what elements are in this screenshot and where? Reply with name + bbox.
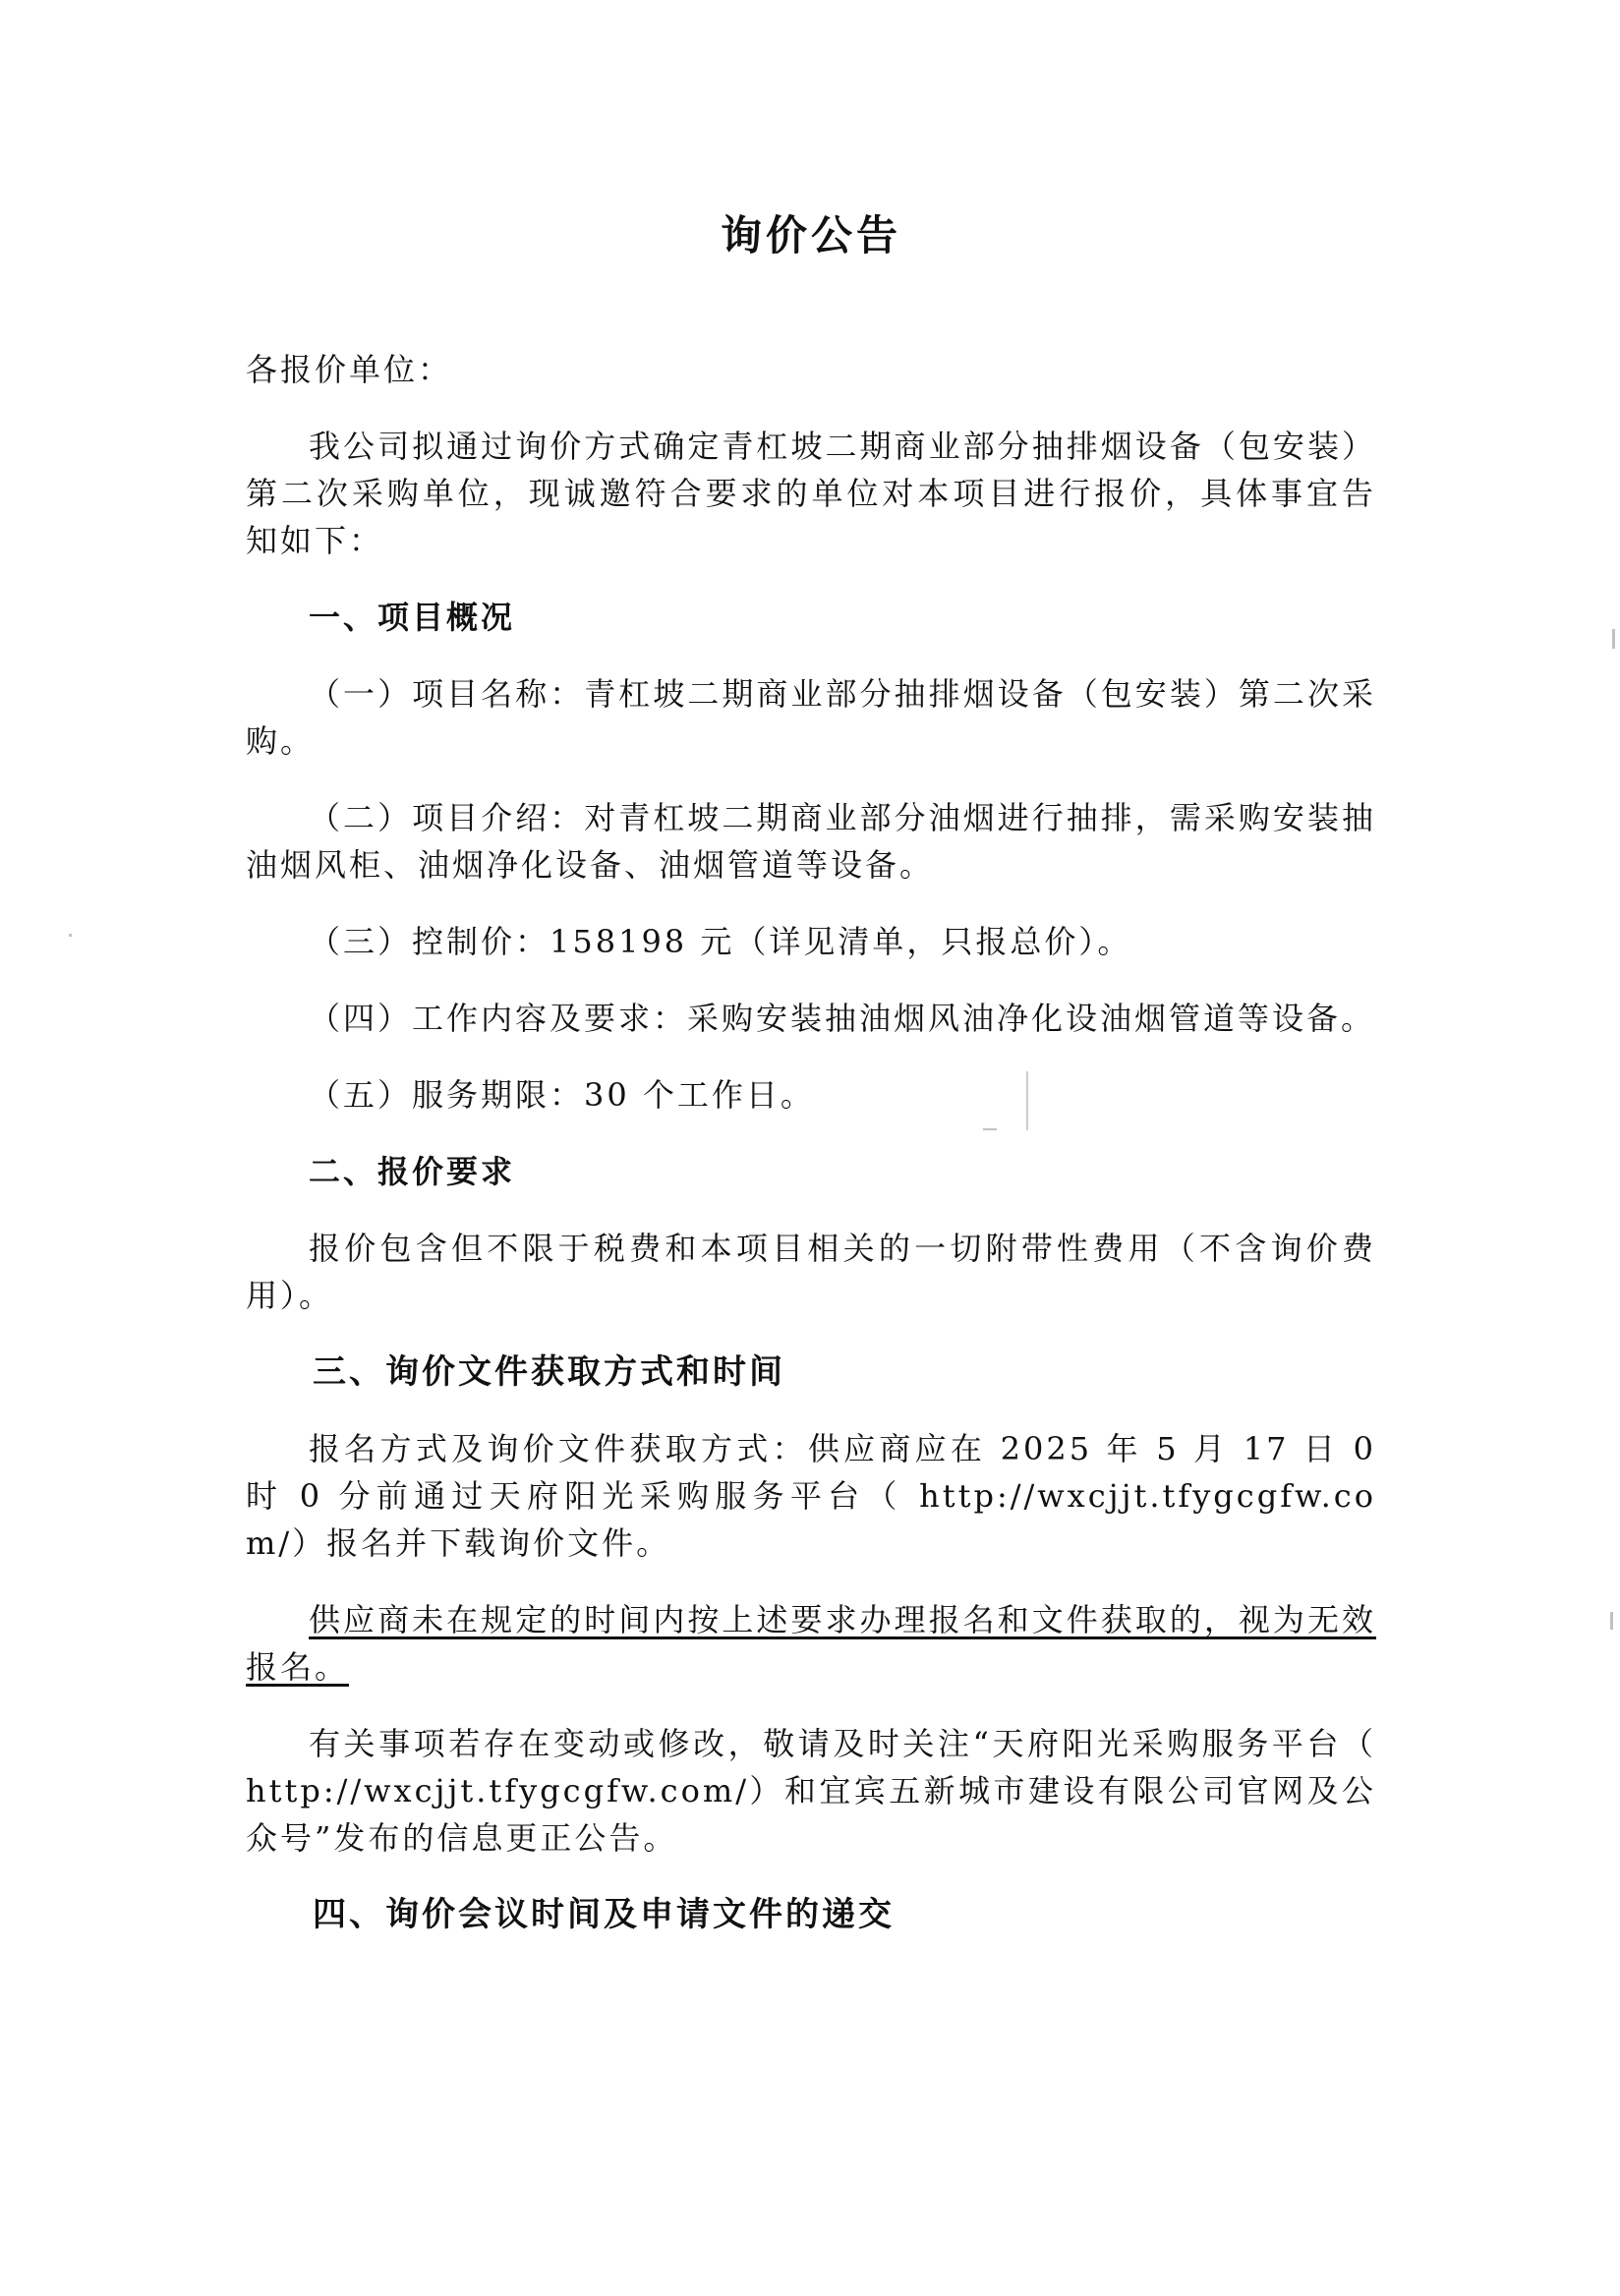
scan-speck bbox=[1612, 629, 1615, 649]
intro-paragraph: 我公司拟通过询价方式确定青杠坡二期商业部分抽排烟设备（包安装）第二次采购单位，现诚邀符合要求的单位对本项目进行报价，具体事宜告知如下： bbox=[246, 428, 1376, 559]
document-body bbox=[246, 206, 1376, 1968]
section-heading-acquire: 三、询价文件获取方式和时间 bbox=[313, 1352, 785, 1392]
overview-item-price: （三）控制价：158198 元（详见清单，只报总价）。 bbox=[309, 923, 1132, 960]
document-title: 询价公告 bbox=[720, 211, 901, 259]
salutation: 各报价单位： bbox=[246, 351, 453, 388]
acquire-warning: 供应商未在规定的时间内按上述要求办理报名和文件获取的，视为无效报名。 bbox=[246, 1601, 1376, 1686]
quote-requirement: 报价包含但不限于税费和本项目相关的一切附带性费用（不含询价费用）。 bbox=[246, 1230, 1376, 1314]
scan-speck bbox=[69, 934, 72, 937]
section-heading-meeting: 四、询价会议时间及申请文件的递交 bbox=[313, 1895, 895, 1934]
overview-item-period: （五）服务期限：30 个工作日。 bbox=[309, 1076, 815, 1114]
overview-item-intro: （二）项目介绍：对青杠坡二期商业部分油烟进行抽排，需采购安装抽油烟风柜、油烟净化设备、油烟管道等设备。 bbox=[246, 799, 1376, 884]
overview-item-scope: （四）工作内容及要求：采购安装抽油烟风油净化设油烟管道等设备。 bbox=[309, 1000, 1376, 1037]
scan-speck bbox=[1610, 1612, 1613, 1630]
scan-speck bbox=[983, 1128, 997, 1130]
overview-item-name: （一）项目名称：青杠坡二期商业部分抽排烟设备（包安装）第二次采购。 bbox=[246, 675, 1376, 760]
section-heading-overview: 一、项目概况 bbox=[309, 599, 516, 636]
acquire-notice: 有关事项若存在变动或修改，敬请及时关注“天府阳光采购服务平台（ http://wxcjjt.tfygcgfw.com/）和宜宾五新城市建设有限公司官网及公众号”发布的信息更正公告。 bbox=[246, 1725, 1376, 1857]
scan-speck bbox=[1026, 1071, 1028, 1130]
acquire-method: 报名方式及询价文件获取方式：供应商应在 2025 年 5 月 17 日 0 时 0 分前通过天府阳光采购服务平台（ http://wxcjjt.tfygcgfw.com/）报名并下载询价文件。 bbox=[246, 1430, 1376, 1562]
section-heading-quote: 二、报价要求 bbox=[309, 1153, 516, 1190]
